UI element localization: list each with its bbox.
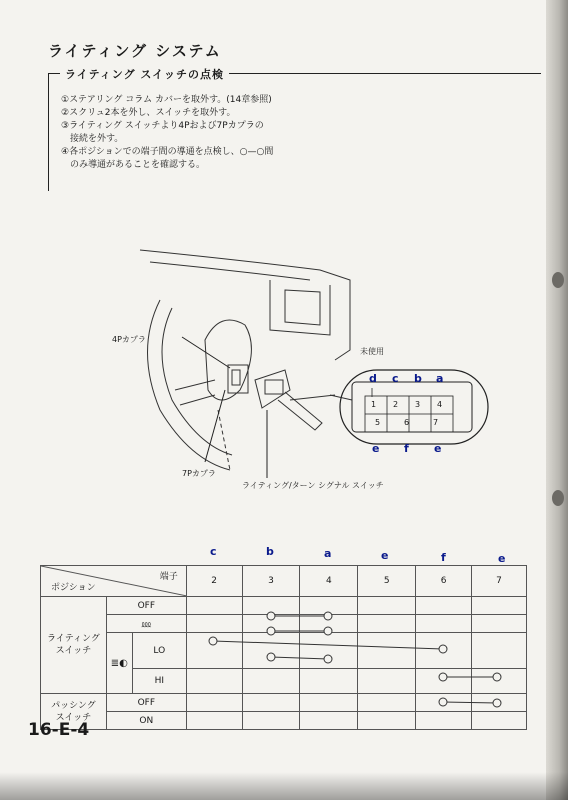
terminal-header: 6 [416,566,472,597]
step-4-cont: のみ導通があることを確認する。 [61,160,206,170]
row-label-passing-on: ON [106,712,186,730]
page-number: 16-E-4 [28,720,90,740]
terminal-header: 2 [186,566,242,597]
column-letter: b [266,545,274,558]
step-3-cont: 接続を外す。 [61,134,124,144]
group-lighting-switch: ライティング スイッチ [41,597,107,694]
continuity-dot [493,699,501,707]
step-4: ④各ポジションでの端子間の導通を点検し、○—○間 [61,147,274,157]
header-position: ポジション [51,583,96,593]
pin-label: 3 [415,400,421,409]
annotation-letter: f [404,442,409,455]
continuity-dot [439,673,447,681]
continuity-dot [439,698,447,706]
page-title: ライティング システム [48,42,222,60]
row-label-passing-off: OFF [106,694,186,712]
continuity-dot [267,627,275,635]
column-letter: c [210,545,217,558]
step-3: ③ライティング スイッチより4Pおよび7Pカプラの [61,121,264,131]
row-label-off: OFF [106,597,186,615]
continuity-dot [439,645,447,653]
row-label-lo: LO [132,633,186,669]
row-label-small: ⅏ [106,615,186,633]
pin-label: 2 [393,400,399,409]
headlight-icon: ≣◐ [106,633,132,694]
continuity-dot [267,653,275,661]
annotation-letter: a [436,372,444,385]
step-1: ①ステアリング コラム カバーを取外す。(14章参照) [61,95,272,105]
continuity-dot [493,673,501,681]
pin-label: 5 [375,418,381,427]
header-terminal: 端子 [159,572,178,582]
annotation-letter: d [369,372,377,385]
label-4p-coupler: 4Pカプラ [112,335,146,344]
continuity-dot [324,612,332,620]
column-letter: a [324,547,332,560]
terminal-header: 7 [472,566,527,597]
column-letter: e [381,549,389,562]
pin-label: 1 [371,400,377,409]
column-letter: f [441,551,446,564]
label-7p-coupler: 7Pカプラ [182,469,216,478]
annotation-letter: e [434,442,442,455]
label-lighting-switch: ライティング/ターン シグナル スイッチ [242,481,384,490]
annotation-letter: b [414,372,422,385]
continuity-dot [324,655,332,663]
label-unused: 未使用 [360,347,384,356]
continuity-dot [267,612,275,620]
annotation-letter: e [372,442,380,455]
pin-label: 7 [433,418,439,427]
column-letter: e [498,552,506,565]
annotation-letter: c [392,372,399,385]
terminal-header: 5 [358,566,416,597]
row-label-hi: HI [132,669,186,694]
group-passing-switch: パッシング スイッチ [41,694,107,730]
scan-shadow [0,772,568,800]
terminal-header: 3 [242,566,300,597]
continuity-dot [324,627,332,635]
terminal-header: 4 [300,566,358,597]
pin-label: 6 [404,418,410,427]
continuity-dot [209,637,217,645]
section-title: ライティング スイッチの点検 [60,66,229,82]
pin-label: 4 [437,400,443,409]
step-2: ②スクリュ2本を外し、スイッチを取外す。 [61,108,236,118]
